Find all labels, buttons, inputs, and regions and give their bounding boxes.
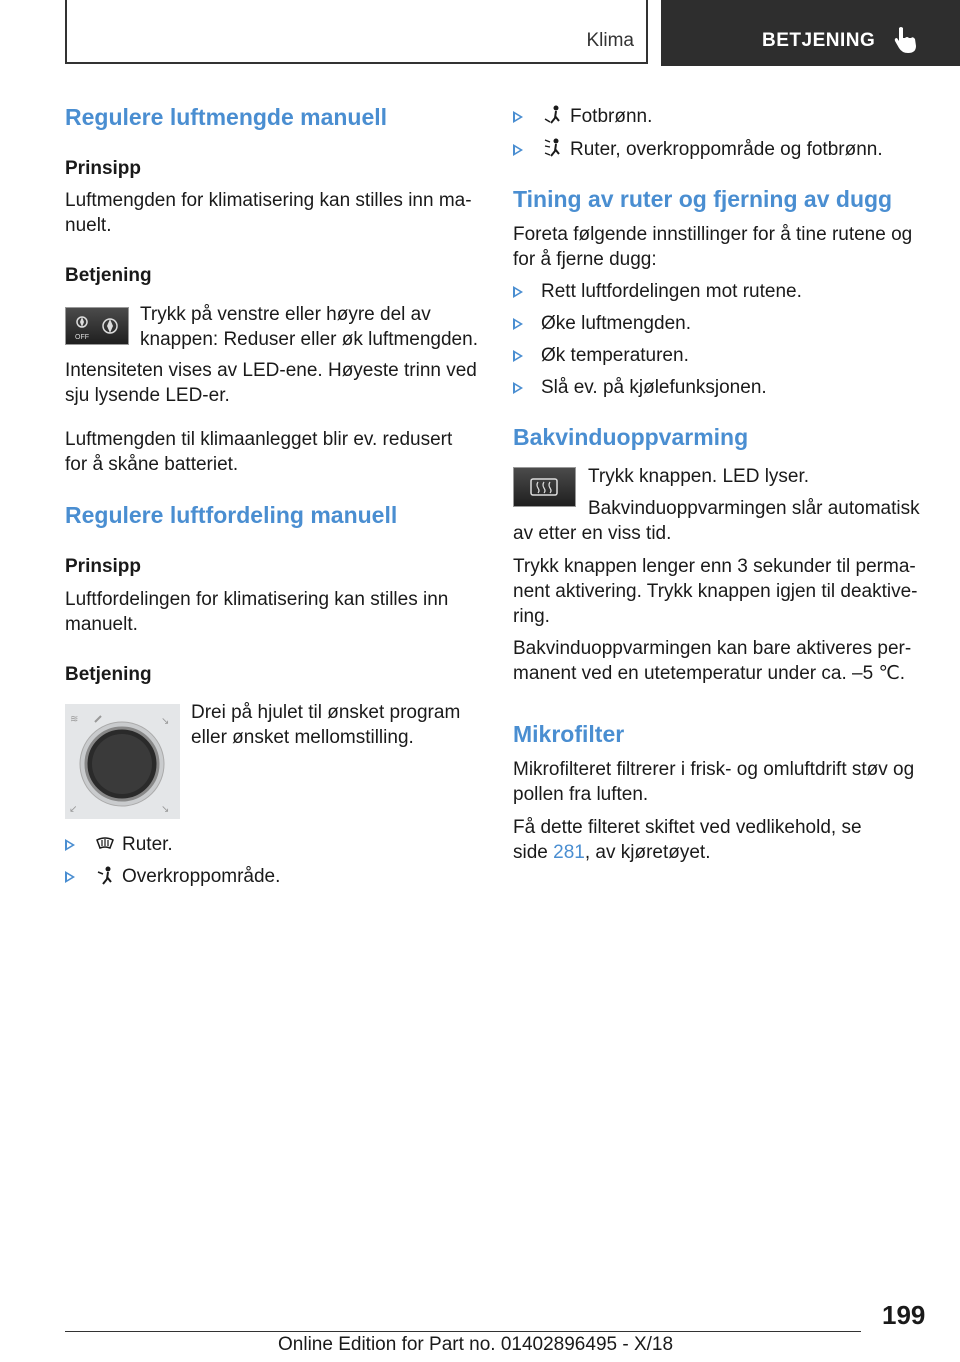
fan-button-image <box>65 307 129 345</box>
svg-text:≋: ≋ <box>70 714 79 725</box>
section-title-defrost: Tining av ruter og fjerning av dugg <box>513 186 893 212</box>
prinsipp-label-2: Prinsipp <box>65 556 142 577</box>
bullet-text: Ruter, overkroppområde og fotbrønn. <box>570 139 883 160</box>
knob-instruction-text: Drei på hjulet til ønsket program eller ønsket mellomstilling. <box>191 702 461 748</box>
prinsipp-text-2: Luftfordelingen for klimatisering kan stilles inn manuelt. <box>65 589 449 635</box>
bullet-triangle-icon <box>513 111 523 123</box>
footwell-airflow-icon <box>544 105 562 125</box>
section-title-microfilter: Mikrofilter <box>513 721 625 747</box>
bullet-triangle-icon <box>65 839 75 851</box>
windshield-icon <box>95 836 115 850</box>
footer-edition-text: Online Edition for Part no. 01402896495 - X/18 <box>278 1334 674 1355</box>
bullet-text: Slå ev. på kjølefunksjonen. <box>541 377 767 398</box>
prinsipp-text-1: Luftmengden for klimatisering kan stilles inn ma-nuelt. <box>65 190 472 236</box>
rear-window-para1: Trykk knappen lenger enn 3 sekunder til perma-nent aktivering. Trykk knappen igjen til deaktive-ring. <box>513 556 918 627</box>
button-instruction-text: Trykk på venstre eller høyre del av knappen: Reduser eller øk luftmengden. <box>140 304 478 350</box>
bullet-triangle-icon <box>513 382 523 394</box>
svg-text:↘: ↘ <box>161 716 170 727</box>
bullet-text: Rett luftfordelingen mot rutene. <box>541 281 802 302</box>
bullet-triangle-icon <box>65 871 75 883</box>
betjening-label-2: Betjening <box>65 664 152 685</box>
betjening-label-1: Betjening <box>65 265 152 286</box>
prinsipp-label-1: Prinsipp <box>65 158 142 179</box>
fan-icon <box>66 308 128 344</box>
bullet-text: Ruter. <box>122 834 173 855</box>
header-chapter-tab <box>661 0 960 66</box>
bullet-text: Øk temperaturen. <box>541 345 689 366</box>
footer-divider <box>65 1331 861 1332</box>
microfilter-text: Mikrofilteret filtrerer i frisk- og omluftdrift støv og pollen fra luften. <box>513 759 915 805</box>
header-chapter-title: BETJENING <box>762 30 876 51</box>
pointing-hand-icon <box>893 26 919 54</box>
section-title-airflow: Regulere luftmengde manuell <box>65 104 388 130</box>
microfilter-service-text-a: Få dette filteret skiftet ved vedlikehold, se side <box>513 817 862 863</box>
header-section-title: Klima <box>586 30 634 51</box>
svg-text:OFF: OFF <box>75 334 89 341</box>
page-number: 199 <box>882 1300 926 1330</box>
bullet-triangle-icon <box>513 286 523 298</box>
bullet-text: Fotbrønn. <box>570 106 653 127</box>
rear-window-line2: Bakvinduoppvarmingen slår automatisk av etter en viss tid. <box>513 498 920 544</box>
airflow-knob-image <box>65 704 180 819</box>
bullet-triangle-icon <box>513 144 523 156</box>
battery-note-text: Luftmengden til klimaanlegget blir ev. redusert for å skåne batteriet. <box>65 429 453 475</box>
microfilter-service-text <box>513 815 883 865</box>
rear-window-para2: Bakvinduoppvarmingen kan bare aktiveres per-manent ved en utetemperatur under ca. –5 ℃. <box>513 638 912 684</box>
rear-window-line1: Trykk knappen. LED lyser. <box>588 466 810 487</box>
bullet-triangle-icon <box>513 350 523 362</box>
defrost-intro-text: Foreta følgende innstillinger for å tine rutene og for å fjerne dugg: <box>513 224 913 270</box>
windshield-body-footwell-icon <box>544 138 562 158</box>
section-title-distribution: Regulere luftfordeling manuell <box>65 502 398 528</box>
page-link-281[interactable]: 281 <box>553 842 585 863</box>
svg-text:↙: ↙ <box>69 804 78 815</box>
svg-text:↘: ↘ <box>161 804 170 815</box>
header-section-box <box>65 0 648 64</box>
upper-body-airflow-icon <box>97 866 113 886</box>
bullet-triangle-icon <box>513 318 523 330</box>
bullet-text: Øke luftmengden. <box>541 313 691 334</box>
section-title-rear-window: Bakvinduoppvarming <box>513 424 749 450</box>
led-intensity-text: Intensiteten vises av LED-ene. Høyeste trinn ved sju lysende LED-er. <box>65 360 477 406</box>
microfilter-service-text-b: , av kjøretøyet. <box>584 842 711 863</box>
bullet-text: Overkroppområde. <box>122 866 281 887</box>
